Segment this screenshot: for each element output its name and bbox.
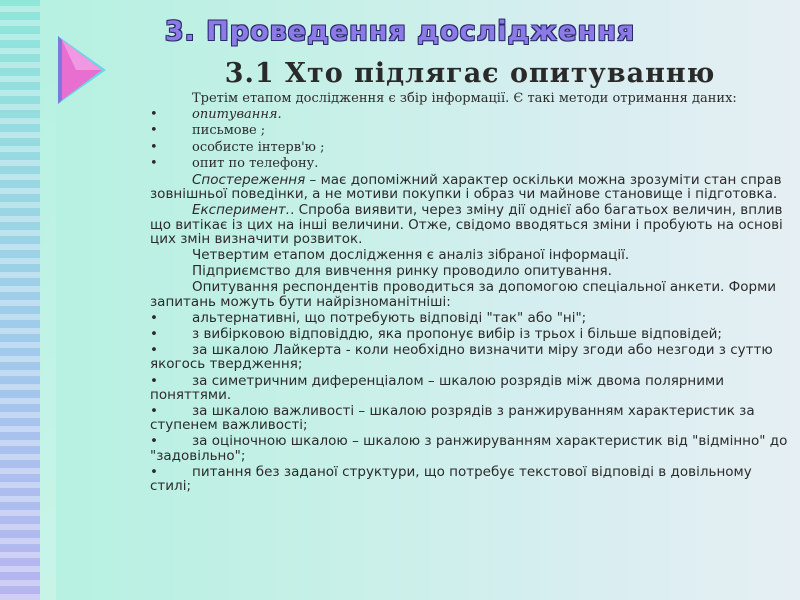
method-text: особисте інтерв'ю ;	[192, 139, 325, 155]
experiment-term: Експеримент.	[192, 202, 291, 219]
method-item	[150, 141, 790, 155]
question-form-text: за оціночною шкалою – шкалою з ранжируванням характеристик від "відмінно" до "задовільно";	[150, 433, 788, 464]
experiment-paragraph	[150, 203, 790, 246]
bullet-marker: •	[150, 326, 158, 343]
bullet-marker: •	[150, 372, 158, 389]
question-form-text: з вибірковою відповіддю, яка пропонує вибір із трьох і більше відповідей;	[192, 326, 722, 343]
method-text: опитування.	[192, 107, 282, 123]
question-form-text: альтернативні, що потребують відповіді "так" або "ні";	[192, 309, 587, 326]
question-form-item	[150, 327, 790, 341]
bullet-marker: •	[150, 463, 158, 480]
experiment-text: . Спроба виявити, через зміну дії однієї або багатьох величин, вплив що витікає із цих на інші величини. Отже, свідомо вводяться зміни і пробують на основі цих змін визначити розвиток.	[150, 202, 783, 247]
question-form-text: за шкалою важливості – шкалою розрядів з ранжируванням характеристик за ступенем важливості;	[150, 403, 755, 434]
questionnaire-paragraph: Опитування респондентів проводиться за допомогою спеціальної анкети. Форми запитань можуть бути найрізноманітніші:	[150, 279, 777, 310]
question-form-item	[150, 374, 790, 402]
observation-text: – має допоміжний характер оскільки можна зрозуміти стан справ зовнішньої поведінки, а не мотиви покупки і образ чи майнове становище і підготовка.	[150, 172, 782, 203]
left-decorative-band	[0, 0, 40, 600]
method-item	[150, 157, 790, 171]
question-form-item	[150, 404, 790, 432]
bullet-marker: •	[150, 309, 158, 326]
bullet-marker: •	[150, 139, 158, 155]
observation-paragraph	[150, 173, 790, 201]
bullet-marker: •	[150, 107, 158, 123]
bullet-marker: •	[150, 123, 158, 139]
intro-paragraph: Третім етапом дослідження є збір інформації. Є такі методи отримання даних:	[192, 91, 737, 106]
observation-term: Спостереження	[192, 172, 306, 189]
question-form-item	[150, 311, 790, 325]
bullet-marker: •	[150, 433, 158, 450]
slide-subtitle: 3.1 Хто підлягає опитуванню	[224, 58, 716, 89]
question-form-item	[150, 434, 790, 462]
analysis-paragraph: Четвертим етапом дослідження є аналіз зібраної інформації.	[192, 247, 630, 264]
question-form-item	[150, 465, 790, 493]
question-form-text: за симетричним диференціалом – шкалою розрядів між двома полярними поняттями.	[150, 372, 724, 403]
slide-body	[150, 92, 790, 495]
question-form-item	[150, 343, 790, 371]
bullet-marker: •	[150, 155, 158, 171]
question-form-text: питання без заданої структури, що потребує текстової відповіді в довільному стилі;	[150, 463, 752, 495]
question-form-text: за шкалою Лайкерта - коли необхідно визначити міру згоди або незгоди з суттю якогось твердження;	[150, 342, 773, 373]
survey-paragraph: Підприємство для вивчення ринку проводило опитування.	[192, 263, 612, 280]
method-item	[150, 108, 790, 122]
slide-title: 3. Проведення дослідження	[164, 16, 636, 47]
method-text: письмове ;	[192, 123, 266, 139]
bullet-marker: •	[150, 403, 158, 420]
method-item	[150, 124, 790, 138]
method-text: опит по телефону.	[192, 155, 319, 171]
bullet-marker: •	[150, 342, 158, 359]
